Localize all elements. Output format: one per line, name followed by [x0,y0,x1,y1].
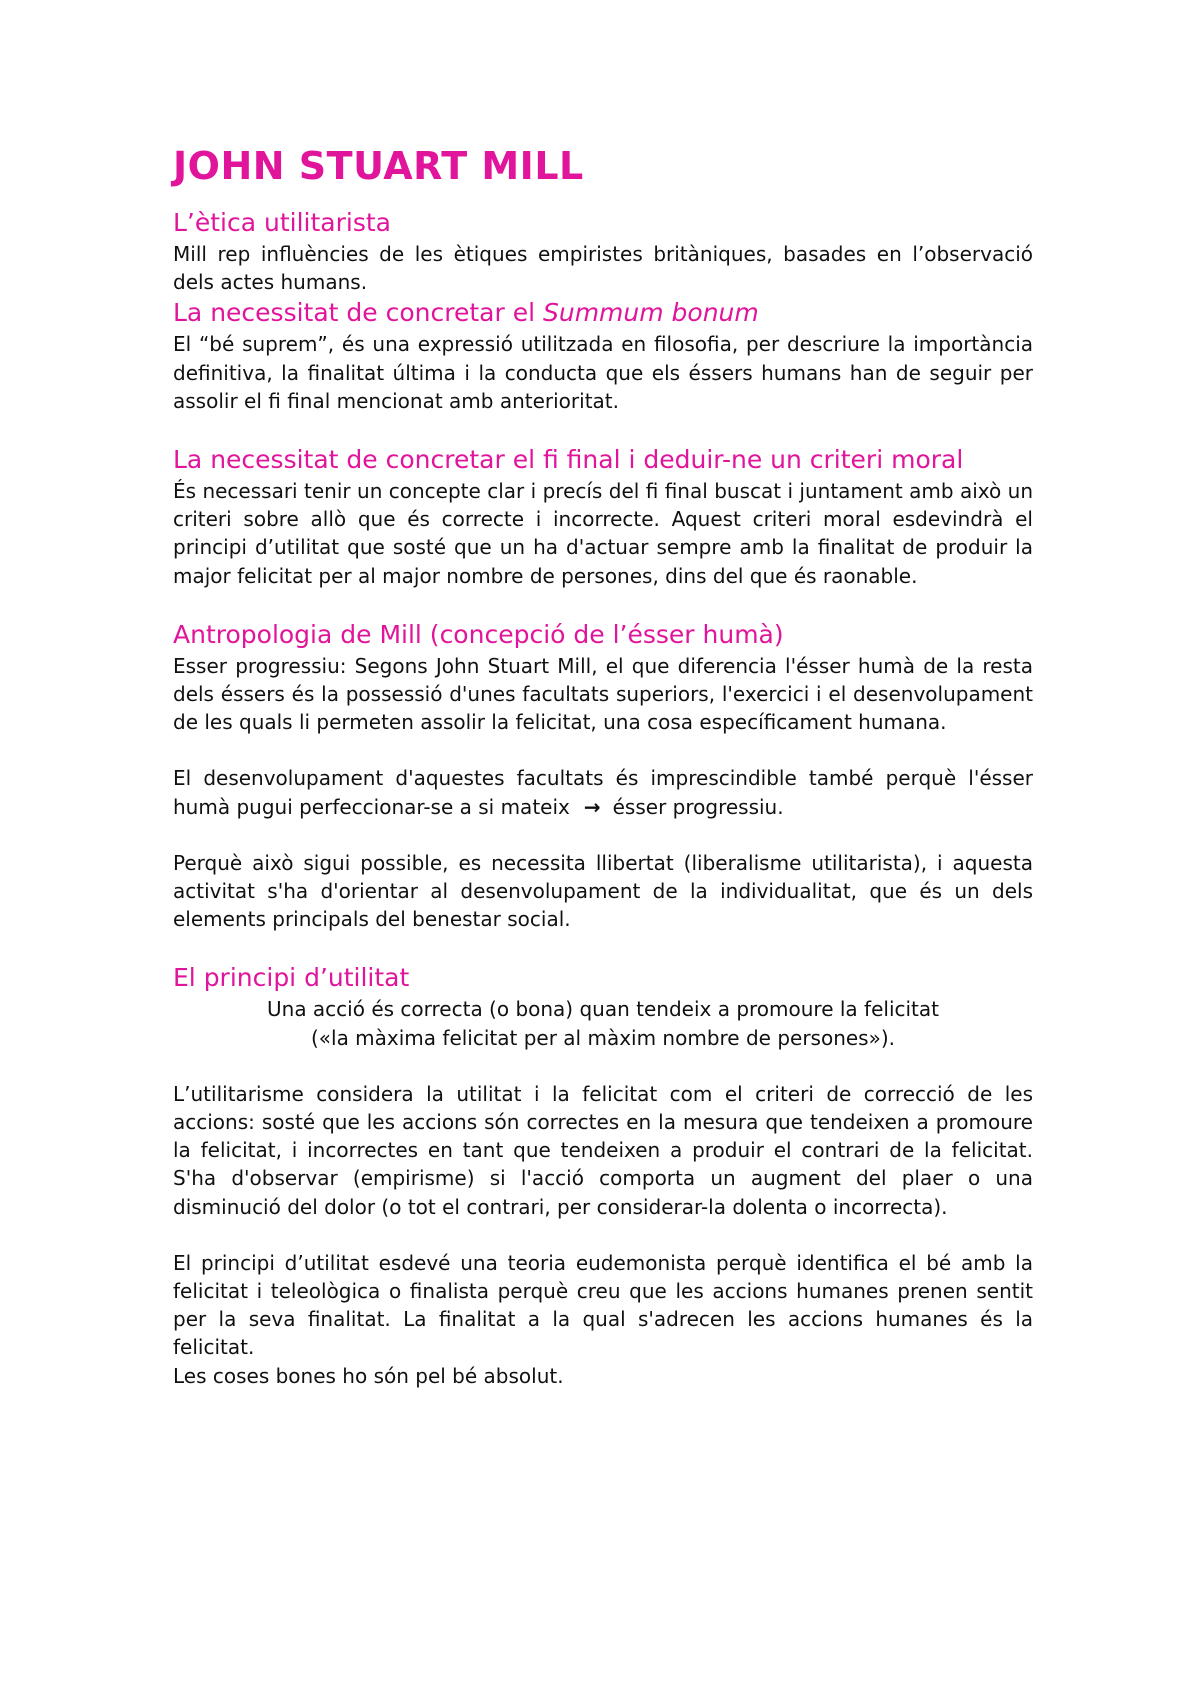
section-body: El “bé suprem”, és una expressió utilitzada en filosofia, per descriure la importància definitiva, la finalitat última i la conducta que els éssers humans han de seguir per assolir el fi final mencionat amb anterioritat. [173,332,1033,413]
section-body: És necessari tenir un concepte clar i precís del fi final buscat i juntament amb això un criteri sobre allò que és correcte i incorrecte. Aquest criteri moral esdevindrà el principi d’utilitat que sosté que un ha d'actuar sempre amb la finalitat de produir la major felicitat per al major nombre de persones, dins del que és raonable. [173,479,1033,588]
paragraph-text: ésser progressiu. [612,794,784,819]
paragraph-coses-bones: Les coses bones ho són pel bé absolut. [173,1363,564,1388]
quote-line: («la màxima felicitat per al màxim nombre de persones»). [310,1025,896,1050]
section-etica-utilitarista [173,206,1033,296]
section-heading: L’ètica utilitarista [173,208,391,237]
section-body: Mill rep influències de les ètiques empiristes britàniques, basades en l’observació dels actes humans. [173,242,1033,295]
quote-line: Una acció és correcta (o bona) quan tendeix a promoure la felicitat [267,997,939,1022]
paragraph-eudemonista: El principi d’utilitat esdevé una teoria eudemonista perquè identifica el bé amb la felicitat i teleològica o finalista perquè creu que les accions humanes prenen sentit per la seva finalitat. La finalitat a la qual s'adrecen les accions humanes és la felicitat. [173,1250,1033,1360]
section-heading: La necessitat de concretar el fi final i deduir-ne un criteri moral [173,445,964,475]
section-summum-bonum [173,296,1033,415]
section-principi-utilitat [173,961,1033,1389]
heading-text: La necessitat de concretar el [173,298,543,328]
document-page [173,140,1033,1390]
document-title: JOHN STUART MILL [173,144,584,188]
paragraph-llibertat: Perquè això sigui possible, es necessita llibertat (liberalisme utilitarista), i aquesta activitat s'ha d'orientar al desenvolupament de la individualitat, que és un dels elements principals del benestar social. [173,850,1033,932]
section-antropologia [173,618,1033,934]
arrow-right-icon: → [583,794,601,819]
section-heading: Antropologia de Mill (concepció de l’ésser humà) [173,619,784,649]
heading-emphasis: Summum bonum [542,298,759,328]
paragraph-utilitarisme: L’utilitarisme considera la utilitat i la felicitat com el criteri de correcció de les accions: sosté que les accions són correctes en la mesura que tendeixen a promoure la felicitat, i incorrectes en tant que tendeixen a produir el contrari de la felicitat. S'ha d'observar (empirisme) si l'acció comporta un augment del plaer o una disminució del dolor (o tot el contrari, per considerar-la dolenta o incorrecta). [173,1081,1033,1219]
paragraph-desenvolupament [173,764,1033,820]
paragraph-esser-progressiu: Esser progressiu: Segons John Stuart Mill, el que diferencia l'ésser humà de la resta dels éssers és la possessió d'unes facultats superiors, l'exercici i el desenvolupament de les quals li permeten assolir la felicitat, una cosa específicament humana. [173,653,1033,735]
paragraph-text: El desenvolupament d'aquestes facultats és imprescindible també perquè l'ésser humà pugui perfeccionar-se a si mateix [173,766,1033,819]
section-heading: El principi d’utilitat [173,963,410,993]
section-fi-final [173,443,1033,590]
section-heading [173,296,1033,330]
